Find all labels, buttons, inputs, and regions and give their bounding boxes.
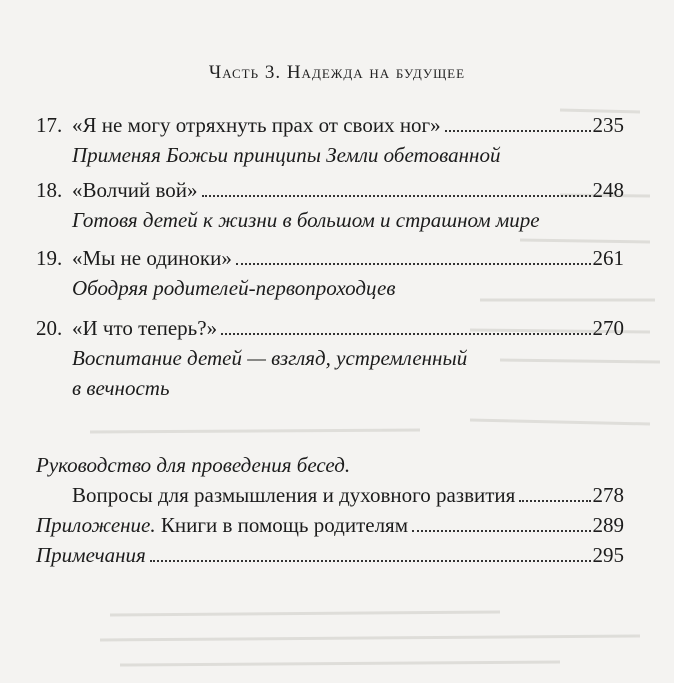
dot-leader bbox=[519, 499, 590, 502]
toc-entry-row bbox=[36, 313, 624, 343]
chapter-number: 18. bbox=[36, 178, 63, 202]
guide-item-title: Вопросы для размышления и духовного развития bbox=[72, 483, 516, 507]
appendix-label: Приложение. bbox=[36, 513, 156, 537]
chapter-title: «Волчий вой» bbox=[72, 178, 198, 202]
toc-entry-18 bbox=[36, 175, 624, 235]
appendix-label-rest: Книги в помощь родителям bbox=[155, 513, 408, 537]
chapter-title: «И что теперь?» bbox=[72, 316, 218, 340]
guide-entry bbox=[36, 480, 624, 510]
dot-leader bbox=[412, 529, 591, 532]
page-number: 278 bbox=[592, 483, 624, 507]
page-number: 270 bbox=[592, 316, 624, 340]
page-number: 248 bbox=[592, 178, 624, 202]
toc-entry-17 bbox=[36, 110, 624, 170]
dot-leader bbox=[202, 194, 591, 197]
appendix-entry bbox=[36, 510, 624, 540]
page-number: 235 bbox=[592, 113, 624, 137]
dot-leader bbox=[150, 559, 591, 562]
chapter-subtitle: Воспитание детей — взгляд, устремленный bbox=[72, 346, 468, 370]
notes-title: Примечания bbox=[36, 543, 146, 567]
chapter-title: «Я не могу отряхнуть прах от своих ног» bbox=[72, 113, 441, 137]
page-number: 261 bbox=[592, 246, 624, 270]
chapter-subtitle-continued: в вечность bbox=[72, 376, 170, 400]
chapter-number: 19. bbox=[36, 246, 63, 270]
guide-heading: Руководство для проведения бесед. bbox=[36, 453, 351, 477]
notes-entry bbox=[36, 540, 624, 570]
chapter-subtitle: Ободряя родителей-первопроходцев bbox=[72, 276, 396, 300]
page-number: 289 bbox=[592, 513, 624, 537]
page-number: 295 bbox=[592, 543, 624, 567]
appendix-title bbox=[36, 510, 408, 540]
chapter-number: 20. bbox=[36, 316, 63, 340]
chapter-number: 17. bbox=[36, 113, 63, 137]
back-matter bbox=[36, 450, 624, 570]
dot-leader bbox=[445, 129, 591, 132]
chapter-subtitle: Применяя Божьи принципы Земли обетованной bbox=[72, 143, 501, 167]
toc-entry-20 bbox=[36, 313, 624, 403]
toc-entry-row bbox=[36, 110, 624, 140]
chapter-title: «Мы не одиноки» bbox=[72, 246, 232, 270]
toc-entry-row bbox=[36, 243, 624, 273]
toc-entry-19 bbox=[36, 243, 624, 303]
dot-leader bbox=[221, 332, 590, 335]
toc-entry-row bbox=[36, 175, 624, 205]
chapter-subtitle: Готовя детей к жизни в большом и страшном мире bbox=[72, 208, 540, 232]
dot-leader bbox=[236, 262, 591, 265]
part-title: Часть 3. Надежда на будущее bbox=[208, 62, 466, 83]
